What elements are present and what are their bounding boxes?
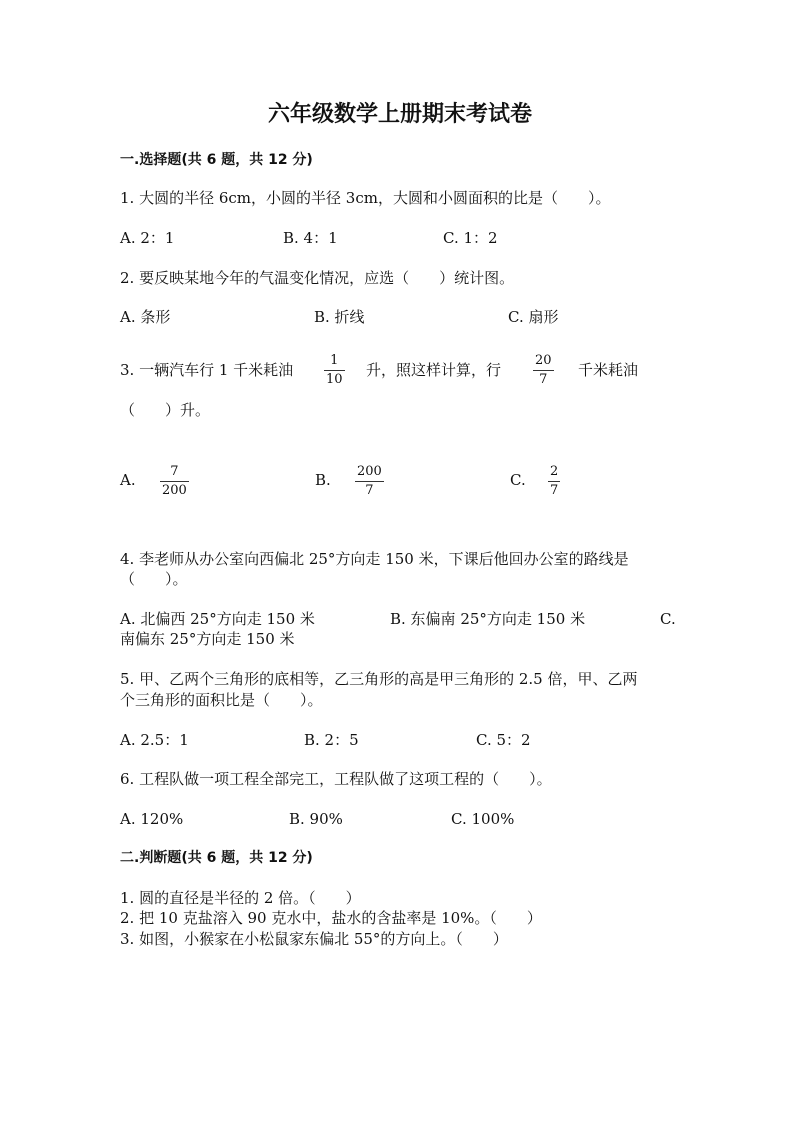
fraction-denominator: 200 bbox=[162, 483, 187, 498]
question-3-option-a-label: A. bbox=[120, 471, 136, 489]
judge-item-2: 2. 把 10 克盐溶入 90 克水中，盐水的含盐率是 10%。（ ） bbox=[120, 909, 542, 927]
page-title: 六年级数学上册期末考试卷 bbox=[267, 101, 532, 127]
fraction-numerator: 2 bbox=[550, 464, 559, 479]
fraction-numerator: 200 bbox=[357, 464, 382, 479]
question-3-stem-part3: 千米耗油 bbox=[578, 361, 639, 379]
question-1-option-a: A. 2：1 bbox=[120, 229, 175, 247]
fraction-numerator: 20 bbox=[535, 353, 552, 368]
fraction-1-10 bbox=[324, 354, 345, 387]
question-4-option-b: B. 东偏南 25°方向走 150 米 bbox=[390, 610, 586, 628]
question-2-option-b: B. 折线 bbox=[314, 308, 365, 326]
question-4-stem-line1: 4. 李老师从办公室向西偏北 25°方向走 150 米，下课后他回办公室的路线是 bbox=[120, 550, 629, 568]
question-3-option-b-label: B. bbox=[315, 471, 331, 489]
question-5-option-b: B. 2：5 bbox=[304, 731, 359, 749]
fraction-denominator: 10 bbox=[326, 372, 343, 387]
fraction-denominator: 7 bbox=[550, 483, 559, 498]
fraction-7-200 bbox=[160, 465, 189, 498]
question-6-option-a: A. 120% bbox=[120, 810, 184, 828]
question-5-stem-line1: 5. 甲、乙两个三角形的底相等，乙三角形的高是甲三角形的 2.5 倍，甲、乙两 bbox=[120, 670, 638, 688]
question-5-option-a: A. 2.5：1 bbox=[120, 731, 189, 749]
question-6-option-b: B. 90% bbox=[289, 810, 343, 828]
question-6-stem: 6. 工程队做一项工程全部完工，工程队做了这项工程的（ ）。 bbox=[120, 770, 552, 788]
question-1-stem: 1. 大圆的半径 6cm，小圆的半径 3cm，大圆和小圆面积的比是（ ）。 bbox=[120, 189, 611, 207]
question-5-option-c: C. 5：2 bbox=[476, 731, 531, 749]
question-3-option-c-label: C. bbox=[510, 471, 526, 489]
fraction-bar bbox=[533, 370, 554, 371]
question-4-stem-line2: （ ）。 bbox=[120, 570, 188, 588]
fraction-bar bbox=[355, 481, 384, 482]
fraction-bar bbox=[548, 481, 560, 482]
question-3-stem-line2: （ ）升。 bbox=[120, 401, 211, 419]
question-1-option-b: B. 4：1 bbox=[283, 229, 338, 247]
question-6-option-c: C. 100% bbox=[451, 810, 515, 828]
fraction-200-7 bbox=[355, 465, 384, 498]
fraction-bar bbox=[324, 370, 345, 371]
judge-item-3: 3. 如图，小猴家在小松鼠家东偏北 55°的方向上。（ ） bbox=[120, 930, 508, 948]
question-4-option-a: A. 北偏西 25°方向走 150 米 bbox=[120, 610, 315, 628]
question-2-option-c: C. 扇形 bbox=[508, 308, 559, 326]
question-1-option-c: C. 1：2 bbox=[443, 229, 498, 247]
fraction-numerator: 1 bbox=[330, 353, 339, 368]
fraction-numerator: 7 bbox=[170, 464, 179, 479]
question-2-stem: 2. 要反映某地今年的气温变化情况，应选（ ）统计图。 bbox=[120, 269, 515, 287]
question-4-option-c-prefix: C. bbox=[660, 610, 676, 628]
section-heading-choice: 一.选择题(共 6 题，共 12 分) bbox=[120, 152, 313, 168]
question-2-option-a: A. 条形 bbox=[120, 308, 171, 326]
fraction-20-7 bbox=[533, 354, 554, 387]
question-4-option-c: 南偏东 25°方向走 150 米 bbox=[120, 630, 295, 648]
fraction-2-7 bbox=[548, 465, 560, 498]
fraction-denominator: 7 bbox=[539, 372, 548, 387]
fraction-bar bbox=[160, 481, 189, 482]
fraction-denominator: 7 bbox=[365, 483, 374, 498]
question-3-stem-part2: 升，照这样计算，行 bbox=[366, 361, 502, 379]
judge-item-1: 1. 圆的直径是半径的 2 倍。（ ） bbox=[120, 889, 361, 907]
question-5-stem-line2: 个三角形的面积比是（ ）。 bbox=[120, 691, 323, 709]
question-3-stem-part1: 3. 一辆汽车行 1 千米耗油 bbox=[120, 361, 294, 379]
section-heading-judge: 二.判断题(共 6 题，共 12 分) bbox=[120, 850, 313, 866]
